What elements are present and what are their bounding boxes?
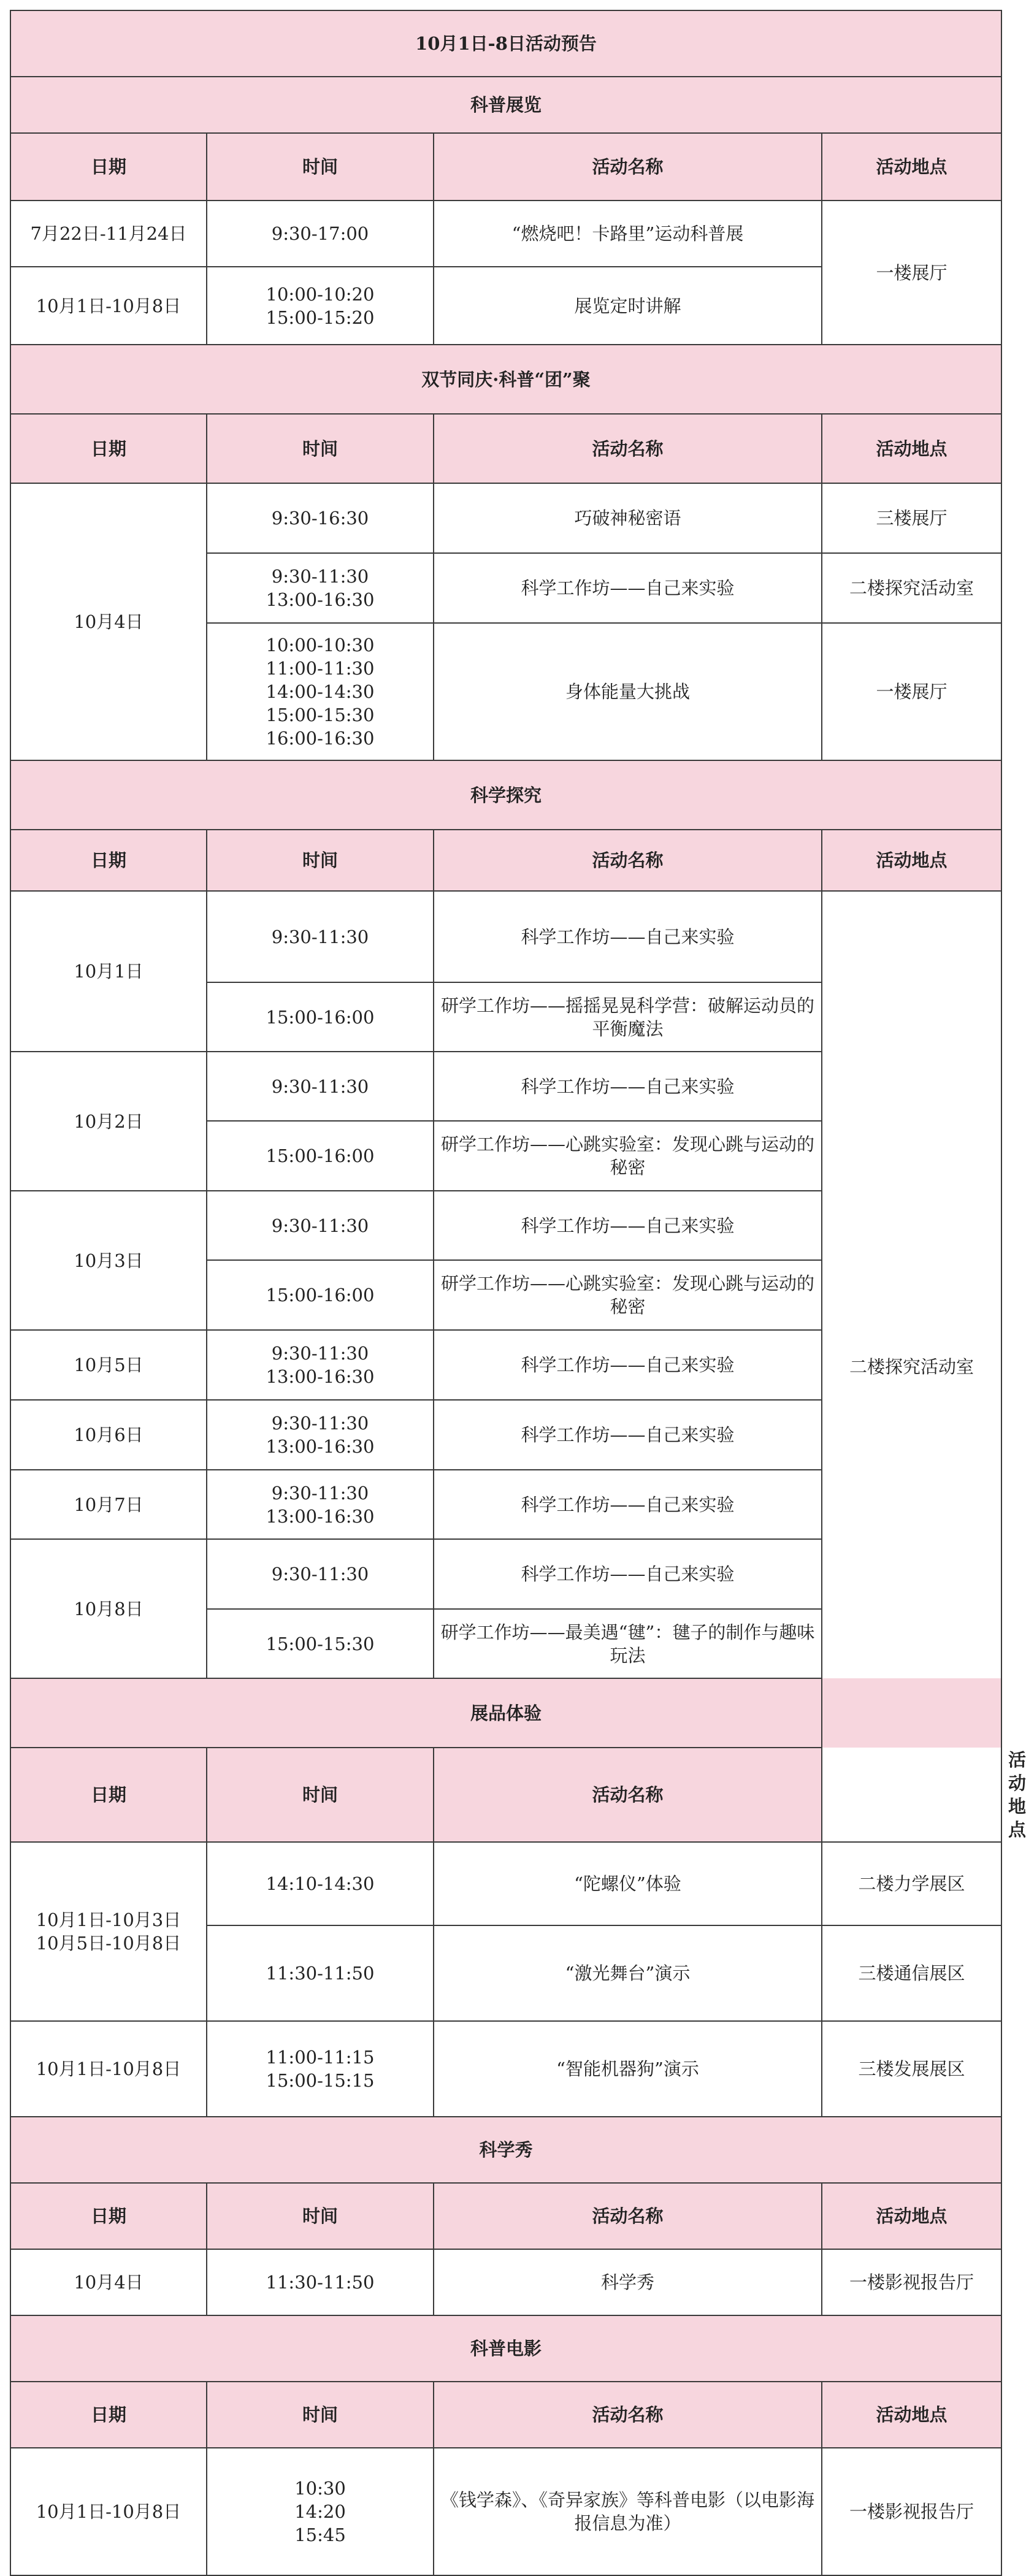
activity-name-cell: 科学工作坊——自己来实验: [434, 1052, 822, 1121]
time-cell: 9:30-11:30 13:00-16:30: [207, 553, 434, 623]
section-title-inquiry: 科学探究: [10, 760, 1001, 830]
time-cell: 9:30-11:30 13:00-16:30: [207, 1400, 434, 1470]
location-cell: 三楼通信展区: [822, 1925, 1001, 2021]
header-activity-name: 活动名称: [434, 2183, 822, 2249]
header-activity-name: 活动名称: [434, 1748, 822, 1842]
time-cell: 9:30-17:00: [207, 201, 434, 267]
date-cell: 10月5日: [10, 1330, 207, 1400]
date-cell: 10月2日: [10, 1052, 207, 1191]
time-cell: 11:30-11:50: [207, 2249, 434, 2315]
time-cell: 15:00-16:00: [207, 1260, 434, 1330]
section-title-exhibit-experience: 展品体验: [10, 1678, 1001, 1748]
activity-name-cell: “智能机器狗”演示: [434, 2021, 822, 2117]
header-location: 活动地点: [822, 2183, 1001, 2249]
time-cell: 10:00-10:30 11:00-11:30 14:00-14:30 15:00-15:30 16:00-16:30: [207, 623, 434, 760]
header-date: 日期: [10, 2382, 207, 2448]
time-cell: 9:30-11:30: [207, 1052, 434, 1121]
location-cell: 一楼影视报告厅: [822, 2448, 1001, 2575]
time-cell: 9:30-11:30 13:00-16:30: [207, 1470, 434, 1539]
section-title-science-show: 科学秀: [10, 2117, 1001, 2183]
time-cell: 9:30-11:30: [207, 891, 434, 982]
activity-name-cell: 研学工作坊——最美遇“毽”：毽子的制作与趣味玩法: [434, 1609, 822, 1678]
activity-name-cell: 身体能量大挑战: [434, 623, 822, 760]
time-cell: 9:30-11:30: [207, 1539, 434, 1609]
location-cell: 一楼影视报告厅: [822, 2249, 1001, 2315]
time-cell: 14:10-14:30: [207, 1842, 434, 1925]
location-cell: 二楼探究活动室: [822, 891, 1001, 1842]
time-cell: 15:00-16:00: [207, 982, 434, 1052]
header-activity-name: 活动名称: [434, 414, 822, 483]
header-date: 日期: [10, 1748, 207, 1842]
date-cell: 10月3日: [10, 1191, 207, 1330]
activity-name-cell: “陀螺仪”体验: [434, 1842, 822, 1925]
date-cell: 10月1日-10月8日: [10, 267, 207, 345]
activity-name-cell: 科学工作坊——自己来实验: [434, 1191, 822, 1260]
header-date: 日期: [10, 830, 207, 891]
time-cell: 9:30-11:30: [207, 1191, 434, 1260]
header-activity-name: 活动名称: [434, 2382, 822, 2448]
section-title-exhibition: 科普展览: [10, 77, 1001, 133]
header-date: 日期: [10, 133, 207, 201]
header-time: 时间: [207, 414, 434, 483]
activity-name-cell: 科学工作坊——自己来实验: [434, 891, 822, 982]
activity-name-cell: “燃烧吧！卡路里”运动科普展: [434, 201, 822, 267]
time-cell: 11:30-11:50: [207, 1925, 434, 2021]
header-location: 活动地点: [822, 133, 1001, 201]
date-cell: 10月4日: [10, 2249, 207, 2315]
activity-name-cell: 研学工作坊——心跳实验室：发现心跳与运动的秘密: [434, 1260, 822, 1330]
activity-name-cell: 科学工作坊——自己来实验: [434, 1330, 822, 1400]
activity-name-cell: 科学工作坊——自己来实验: [434, 1470, 822, 1539]
location-cell: 三楼发展展区: [822, 2021, 1001, 2117]
location-cell: 一楼展厅: [822, 201, 1001, 345]
header-time: 时间: [207, 830, 434, 891]
time-cell: 15:00-16:00: [207, 1121, 434, 1191]
time-cell: 9:30-11:30 13:00-16:30: [207, 1330, 434, 1400]
schedule-table: 10月1日-8日活动预告 科普展览 日期 时间 活动名称 活动地点 7月22日-11月24日 9:30-17:00 “燃烧吧！卡路里”运动科普展 一楼展厅 10月1日-10月8日 10:00-10:20 15:00-15:20 展览定时讲解 双节同庆·科普“团”聚 日期 时间 活动名称 活动地点 10月4日 9:30-16:30 巧破神秘密语 三楼展厅 9:30-11:30 13:00-16:30 科学工作坊——自己来实验 二楼探究活动室 10:00-10:30 11:00-11:30 14:00-14:30 15:00-15:30 16:00-16:30 身体能量大挑战 一楼展厅 科学探究 日期 时间 活动名称 活动地点 10月1日 9:30-11:30 科学工作坊——自己来实验 二楼探究活动室 15:00-16:00 研学工作坊——摇摇晃晃科学营：破解运动员的平衡魔法 10月2日 9:30-11:30 科学工作坊——自己来实验 15:00-16:00 研学工作坊——心跳实验室：发现心跳与运动的秘密 10月3日 9:30-11:30 科学工作坊——自己来实验 15:00-16:00 研学工作坊——心跳实验室：发现心跳与运动的秘密 10月5日 9:30-11:30 13:00-16:30 科学工作坊——自己来实验 10月6日 9:30-11:30 13:00-16:30 科学工作坊——自己来实验 10月7日 9:30-11:30 13:00-16:30 科学工作坊——自己来实验 10月8日 9:30-11:30 科学工作坊——自己来实验 15:00-15:30 研学工作坊——最美遇“毽”：毽子的制作与趣味玩法 展品体验 日期 时间 活动名称 活动地点 10月1日-10月3日 10月5日-10月8日 14:10-14:30 “陀螺仪”体验 二楼力学展区 11:30-11:50 “激光舞台”演示 三楼通信展区 10月1日-10月8日 11:00-11:15 15:00-15:15 “智能机器狗”演示 三楼发展展区 科学秀 日期 时间 活动名称 活动地点 10月4日 11:30-11:50 科学秀 一楼影视报告厅 科普电影 日期 时间 活动名称 活动地点 10月1日-10月8日 10:30 14:20 15:45 《钱学森》、《奇异家族》等科普电影（以电影海报信息为准） 一楼影视报告厅: [10, 10, 1002, 2576]
header-location: 活动地点: [822, 830, 1001, 891]
date-cell: 10月1日-10月8日: [10, 2021, 207, 2117]
time-cell: 9:30-16:30: [207, 483, 434, 553]
time-cell: 10:30 14:20 15:45: [207, 2448, 434, 2575]
header-time: 时间: [207, 2183, 434, 2249]
header-date: 日期: [10, 2183, 207, 2249]
header-time: 时间: [207, 133, 434, 201]
date-cell: 7月22日-11月24日: [10, 201, 207, 267]
date-cell: 10月1日-10月8日: [10, 2448, 207, 2575]
page-title: 10月1日-8日活动预告: [10, 10, 1001, 77]
header-date: 日期: [10, 414, 207, 483]
date-cell: 10月6日: [10, 1400, 207, 1470]
header-time: 时间: [207, 2382, 434, 2448]
date-cell: 10月4日: [10, 483, 207, 760]
activity-name-cell: 科学工作坊——自己来实验: [434, 1539, 822, 1609]
activity-name-cell: 研学工作坊——摇摇晃晃科学营：破解运动员的平衡魔法: [434, 982, 822, 1052]
time-cell: 10:00-10:20 15:00-15:20: [207, 267, 434, 345]
activity-name-cell: 科学秀: [434, 2249, 822, 2315]
location-cell: 三楼展厅: [822, 483, 1001, 553]
activity-name-cell: “激光舞台”演示: [434, 1925, 822, 2021]
section-title-holiday: 双节同庆·科普“团”聚: [10, 345, 1001, 414]
date-cell: 10月8日: [10, 1539, 207, 1678]
header-location: 活动地点: [822, 414, 1001, 483]
activity-name-cell: 《钱学森》、《奇异家族》等科普电影（以电影海报信息为准）: [434, 2448, 822, 2575]
location-cell: 二楼力学展区: [822, 1842, 1001, 1925]
date-cell: 10月1日-10月3日 10月5日-10月8日: [10, 1842, 207, 2021]
header-activity-name: 活动名称: [434, 830, 822, 891]
date-cell: 10月7日: [10, 1470, 207, 1539]
time-cell: 11:00-11:15 15:00-15:15: [207, 2021, 434, 2117]
section-title-science-film: 科普电影: [10, 2315, 1001, 2382]
activity-name-cell: 科学工作坊——自己来实验: [434, 1400, 822, 1470]
activity-name-cell: 研学工作坊——心跳实验室：发现心跳与运动的秘密: [434, 1121, 822, 1191]
time-cell: 15:00-15:30: [207, 1609, 434, 1678]
activity-name-cell: 巧破神秘密语: [434, 483, 822, 553]
activity-name-cell: 科学工作坊——自己来实验: [434, 553, 822, 623]
date-cell: 10月1日: [10, 891, 207, 1052]
header-location: 活动地点: [822, 2382, 1001, 2448]
header-time: 时间: [207, 1748, 434, 1842]
location-cell: 二楼探究活动室: [822, 553, 1001, 623]
activity-name-cell: 展览定时讲解: [434, 267, 822, 345]
location-cell: 一楼展厅: [822, 623, 1001, 760]
header-activity-name: 活动名称: [434, 133, 822, 201]
